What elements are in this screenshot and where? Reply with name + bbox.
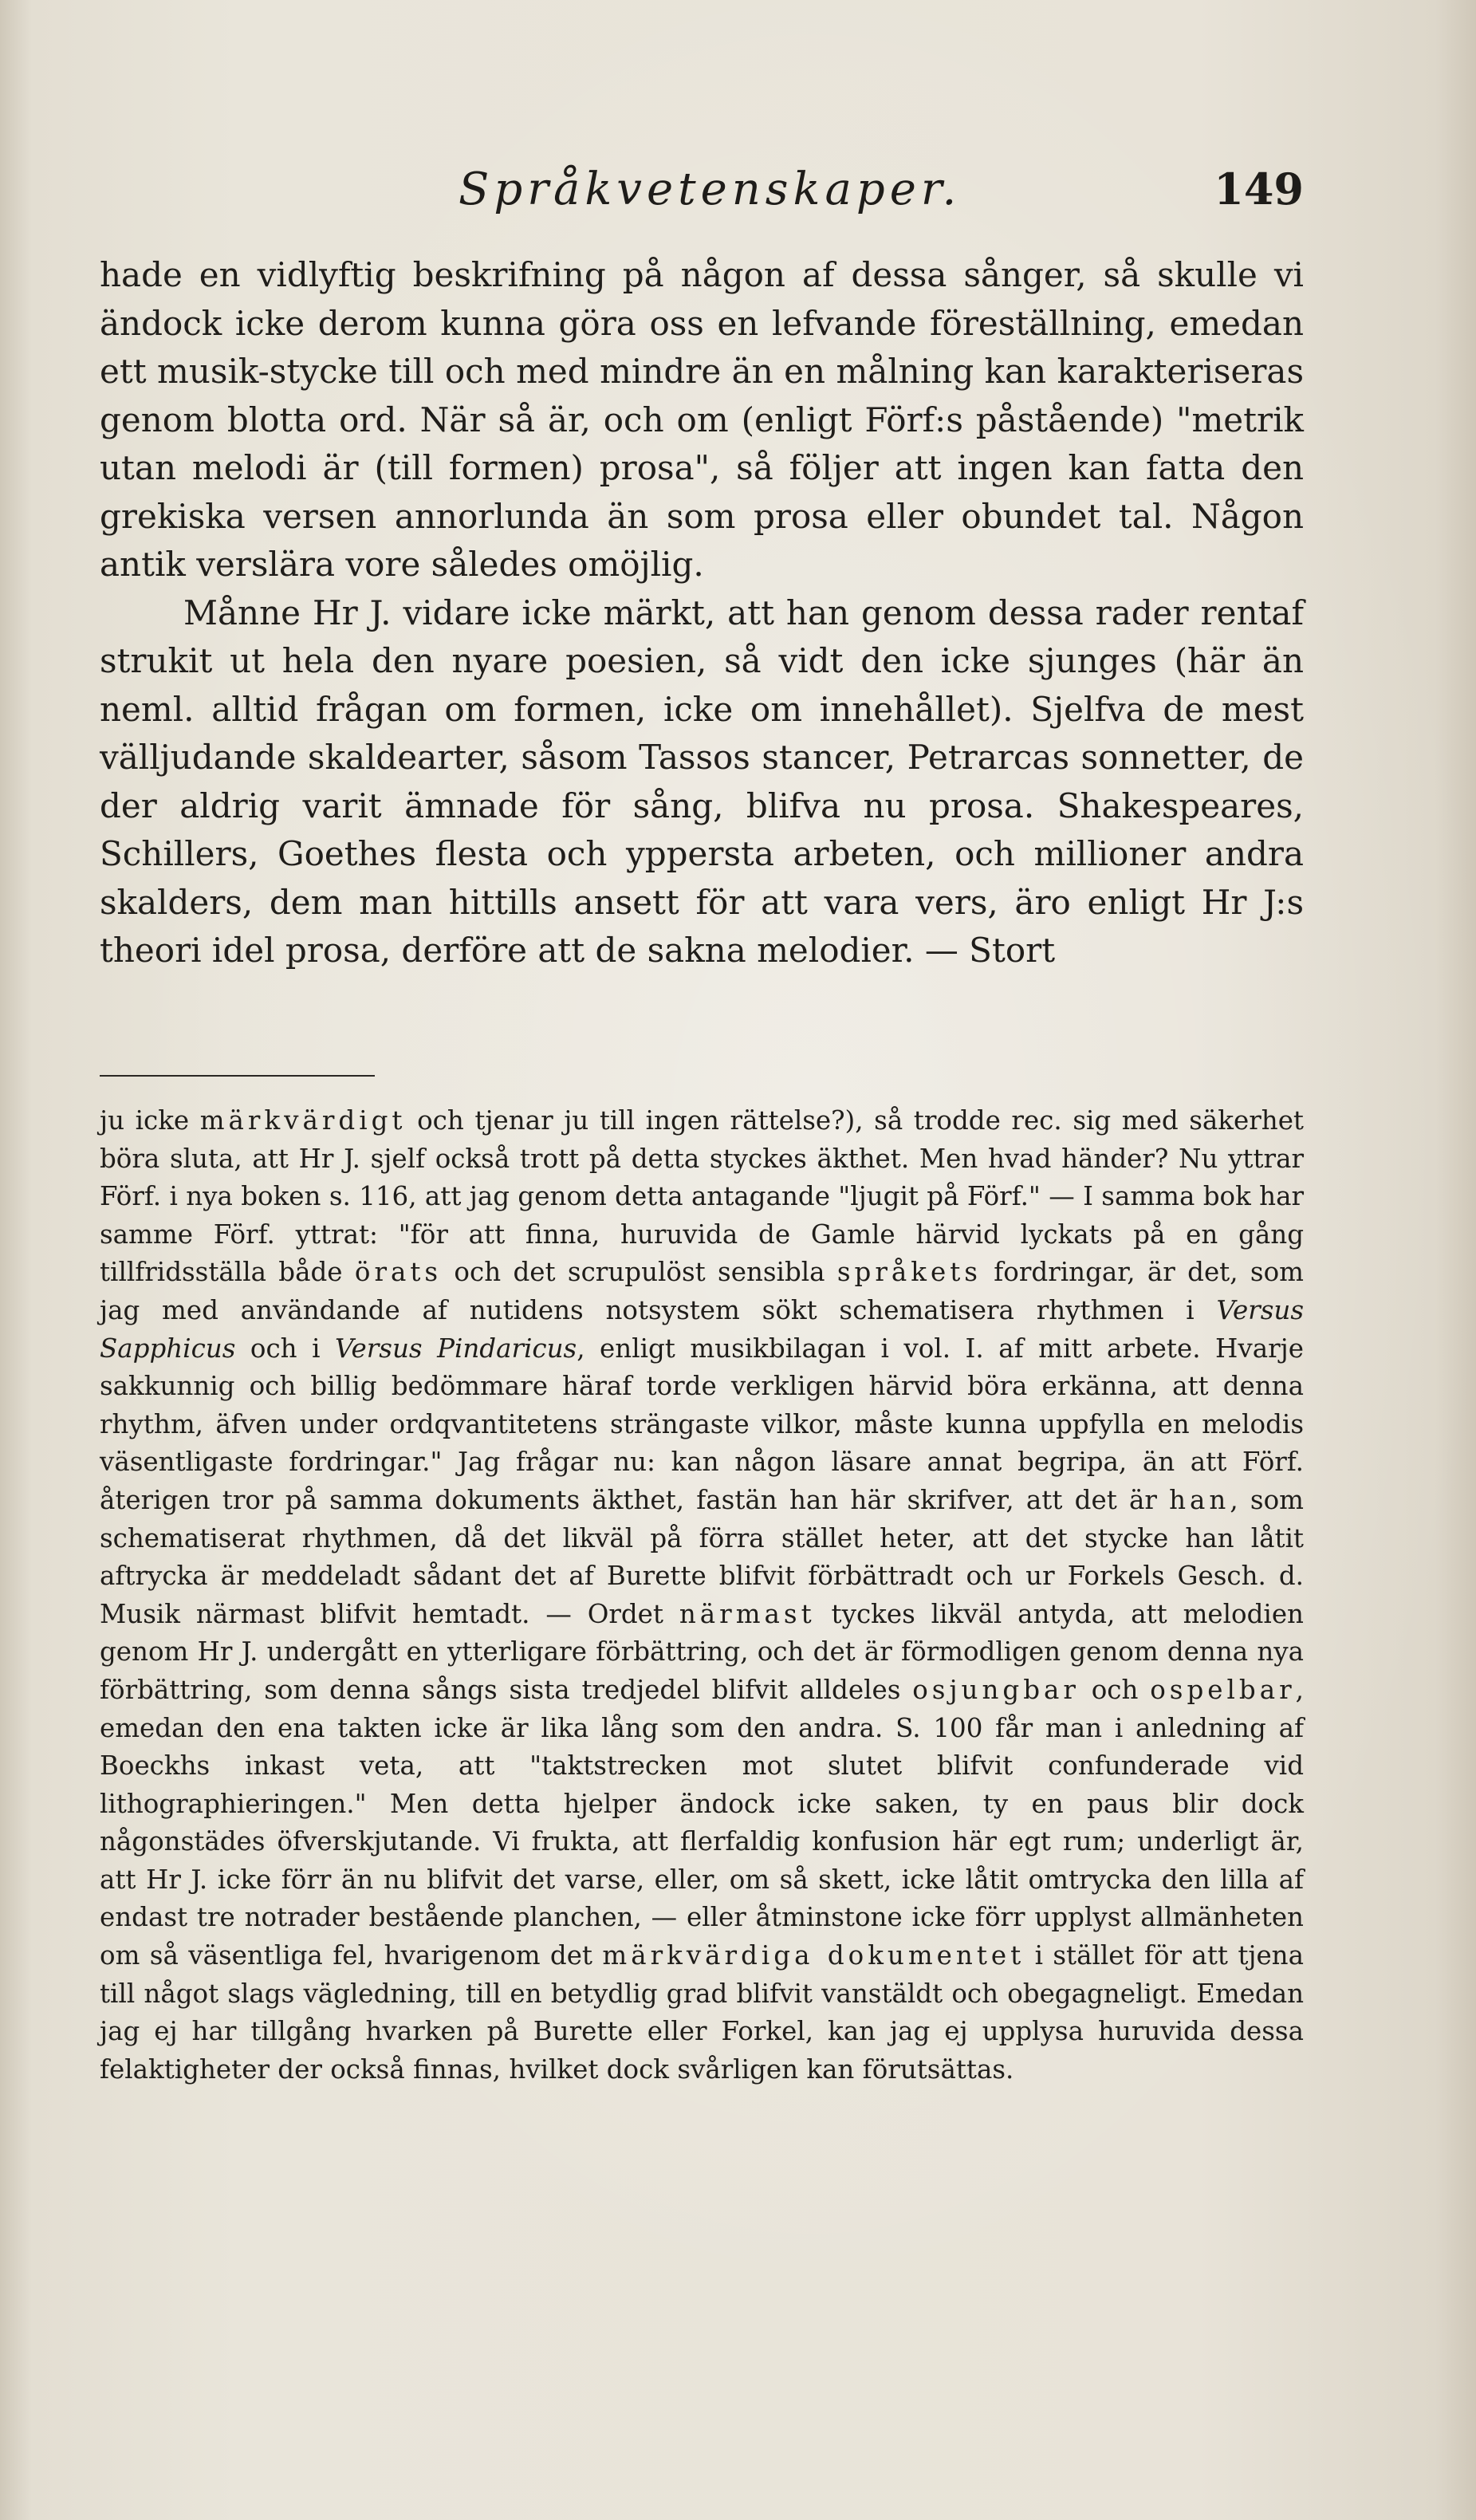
footnote-text: , som schematiserat rhythmen, då det likväl på förra stället heter, att det stycke han låtit aftrycka är meddeladt sådant det af Burette blifvit förbättradt och ur Forkels Gesch. d. Musik närmast blifvit hemtadt. — Ordet — [100, 1484, 1304, 1629]
italic-title: Versus Sapphicus — [100, 1294, 1304, 1364]
footnote-rule — [100, 1075, 375, 1077]
spaced-emphasis: han — [1169, 1484, 1230, 1515]
footnote-text: och det scrupulöst sensibla — [442, 1257, 837, 1288]
running-head: Språkvetenskaper. — [459, 163, 962, 215]
footnote-text: , emedan den ena takten icke är lika lång som den andra. S. 100 får man i anledning af Boeckhs inkast veta, att "taktstrecken mot slutet blifvit confunderade vid lithographieringen." Men detta hjelper ändock icke saken, ty en paus blir dock någonstädes öfverskjutande. Vi frukta, att flerfaldig konfusion här egt rum; underligt är, att Hr J. icke förr än nu blifvit det varse, eller, om så skett, icke låtit omtrycka den lilla af endast tre notrader bestående planchen, — eller åtminstone icke förr upplyst allmänheten om så väsentliga fel, hvarigenom det — [100, 1674, 1304, 1971]
spaced-emphasis: närmast — [679, 1598, 816, 1629]
paragraph: Månne Hr J. vidare icke märkt, att han genom dessa rader rentaf strukit ut hela den nyare poesien, så vidt den icke sjunges (här än neml. alltid frågan om formen, icke om innehållet). Sjelfva de mest välljudande skaldearter, såsom Tassos stancer, Petrarcas sonnetter, de der aldrig varit ämnade för sång, blifva nu prosa. Shakespeares, Schillers, Goethes flesta och yppersta arbeten, och millioner andra skalders, dem man hittills ansett för att vara vers, äro enligt Hr J:s theori idel prosa, derföre att de sakna melodier. — Stort — [100, 593, 1304, 970]
spaced-emphasis: osjungbar — [912, 1674, 1080, 1705]
page-header — [183, 163, 1304, 219]
footnote-text: i stället för att tjena till något slags vägledning, till en betydlig grad blifvit vanstäldt och obegagneligt. Emedan jag ej har tillgång hvarken på Burette eller Forkel, kan jag ej upplysa huruvida dessa felaktigheter der också finnas, hvilket dock svårligen kan förutsättas. — [100, 1940, 1304, 2085]
footnote-text: fordringar, är det, som jag med användande af nutidens notsystem sökt schematisera rhythmen i — [100, 1257, 1304, 1325]
main-text — [100, 251, 1304, 975]
italic-title: Versus Pindaricus — [335, 1333, 577, 1364]
footnote — [100, 1102, 1304, 2089]
spaced-emphasis: ospelbar — [1150, 1674, 1296, 1705]
spaced-emphasis: märkvärdiga dokumentet — [602, 1940, 1025, 1971]
spaced-emphasis: örats — [354, 1257, 443, 1288]
spaced-emphasis: språkets — [836, 1257, 982, 1288]
footnote-text: , enligt musikbilagan i vol. I. af mitt arbete. Hvarje sakkunnig och billig bedömmare häraf torde verkligen härvid böra erkänna, att denna rhythm, äfven under ordqvantitetens strängaste vilkor, måste kunna uppfylla en melodis väsentligaste fordringar." Jag frågar nu: kan någon läsare annat begripa, än att Förf. återigen tror på samma dokuments äkthet, fastän han här skrifver, att det är — [100, 1333, 1304, 1515]
page-number: 149 — [1214, 163, 1304, 215]
paragraph: hade en vidlyftig beskrifning på någon af dessa sånger, så skulle vi ändock icke derom kunna göra oss en lefvande föreställning, emedan ett musik-stycke till och med mindre än en målning kan karakteriseras genom blotta ord. När så är, och om (enligt Förf:s påstående) "metrik utan melodi är (till formen) prosa", så följer att ingen kan fatta den grekiska versen annorlunda än som prosa eller obundet tal. Någon antik verslära vore således omöjlig. — [100, 255, 1304, 584]
footnote-text: och — [1079, 1674, 1151, 1705]
spaced-emphasis: märkvärdigt — [199, 1105, 407, 1136]
footnote-text: och tjenar ju till ingen rättelse?), så trodde rec. sig med säkerhet böra sluta, att Hr J. sjelf också trott på detta styckes äkthet. Men hvad händer? Nu yttrar Förf. i nya boken s. 116, att jag genom detta antagande "ljugit på Förf." — I samma bok har samme Förf. yttrat: "för att finna, huruvida de Gamle härvid lyckats på en gång tillfridsställa både — [100, 1105, 1304, 1288]
footnote-text: ju icke — [100, 1105, 200, 1136]
footnote-text: tyckes likväl antyda, att melodien genom Hr J. undergått en ytterligare förbättring, och det är förmodligen genom denna nya förbättring, som denna sångs sista tredjedel blifvit alldeles — [100, 1598, 1304, 1705]
footnote-text: och i — [235, 1333, 336, 1364]
